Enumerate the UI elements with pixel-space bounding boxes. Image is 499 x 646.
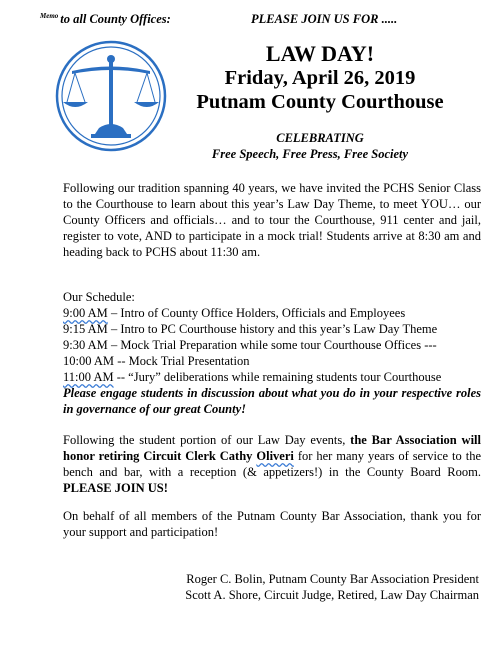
invite-text: PLEASE JOIN US FOR .....	[251, 12, 398, 26]
engage-note: Please engage students in discussion about what you do in your respective roles in governance of our great County!	[63, 386, 481, 416]
schedule-time: 9:30 AM	[63, 338, 108, 352]
schedule-text: Intro to PC Courthouse history and this year’s Law Day Theme	[120, 322, 438, 336]
schedule-item	[63, 305, 483, 321]
signature-president: Roger C. Bolin, Putnam County Bar Association President	[186, 572, 479, 586]
schedule-separator: –	[107, 306, 121, 320]
schedule-time: 9:00 AM	[63, 306, 108, 320]
scales-of-justice-icon	[55, 40, 167, 152]
bar-association-paragraph	[63, 432, 481, 496]
memo-recipient-line	[40, 12, 171, 27]
schedule-item	[63, 337, 483, 353]
celebrating-label: CELEBRATING	[276, 131, 364, 145]
bar-text-honor: the Bar Association will honor retiring Circuit Clerk Cathy	[63, 433, 481, 463]
honoree-name: Oliveri	[256, 449, 294, 463]
schedule-separator: --	[113, 370, 129, 384]
event-title: LAW DAY!	[265, 41, 375, 66]
schedule-text: “Jury” deliberations while remaining students tour Courthouse	[128, 370, 442, 384]
schedule-item	[63, 369, 483, 385]
thanks-paragraph: On behalf of all members of the Putnam County Bar Association, thank you for your support and participation!	[63, 509, 481, 539]
schedule-time: 9:15 AM	[63, 322, 108, 336]
bar-text-intro: Following the student portion of our Law Day events,	[63, 433, 351, 447]
schedule-separator: –	[107, 322, 121, 336]
schedule-separator: --	[114, 354, 129, 368]
signature-chairman: Scott A. Shore, Circuit Judge, Retired, Law Day Chairman	[185, 588, 479, 602]
join-us-text: PLEASE JOIN US!	[63, 481, 168, 495]
event-date: Friday, April 26, 2019	[224, 67, 416, 89]
intro-paragraph: Following our tradition spanning 40 years, we have invited the PCHS Senior Class to the Courthouse to learn about this year’s Law Day Theme, to meet YOU… our County Officers and officials… and to tour the Courthouse, 911 center and jail, register to vote, AND to participate in a mock trial! Students arrive at 8:30 am and heading back to PCHS about 11:30 am.	[63, 181, 481, 259]
memo-to-text: to all County Offices:	[60, 12, 171, 27]
schedule-separator: –	[107, 338, 121, 352]
schedule-list	[63, 305, 483, 385]
celebrating-themes: Free Speech, Free Press, Free Society	[211, 147, 409, 161]
schedule-text: Mock Trial Presentation	[128, 354, 250, 368]
schedule-text: Mock Trial Preparation while some tour Courthouse Offices ---	[120, 338, 437, 352]
schedule-heading: Our Schedule:	[63, 290, 135, 304]
event-location: Putnam County Courthouse	[196, 91, 444, 113]
memo-superscript: Memo	[40, 12, 59, 20]
schedule-item	[63, 321, 483, 337]
schedule-time: 10:00 AM	[63, 354, 115, 368]
schedule-text: Intro of County Office Holders, Officials and Employees	[120, 306, 406, 320]
bar-text-reception: for her many years of service to the bench and bar, with a reception (& appetizers!) in the County Board Room.	[63, 449, 481, 479]
schedule-time: 11:00 AM	[63, 370, 114, 384]
schedule-item	[63, 353, 483, 369]
